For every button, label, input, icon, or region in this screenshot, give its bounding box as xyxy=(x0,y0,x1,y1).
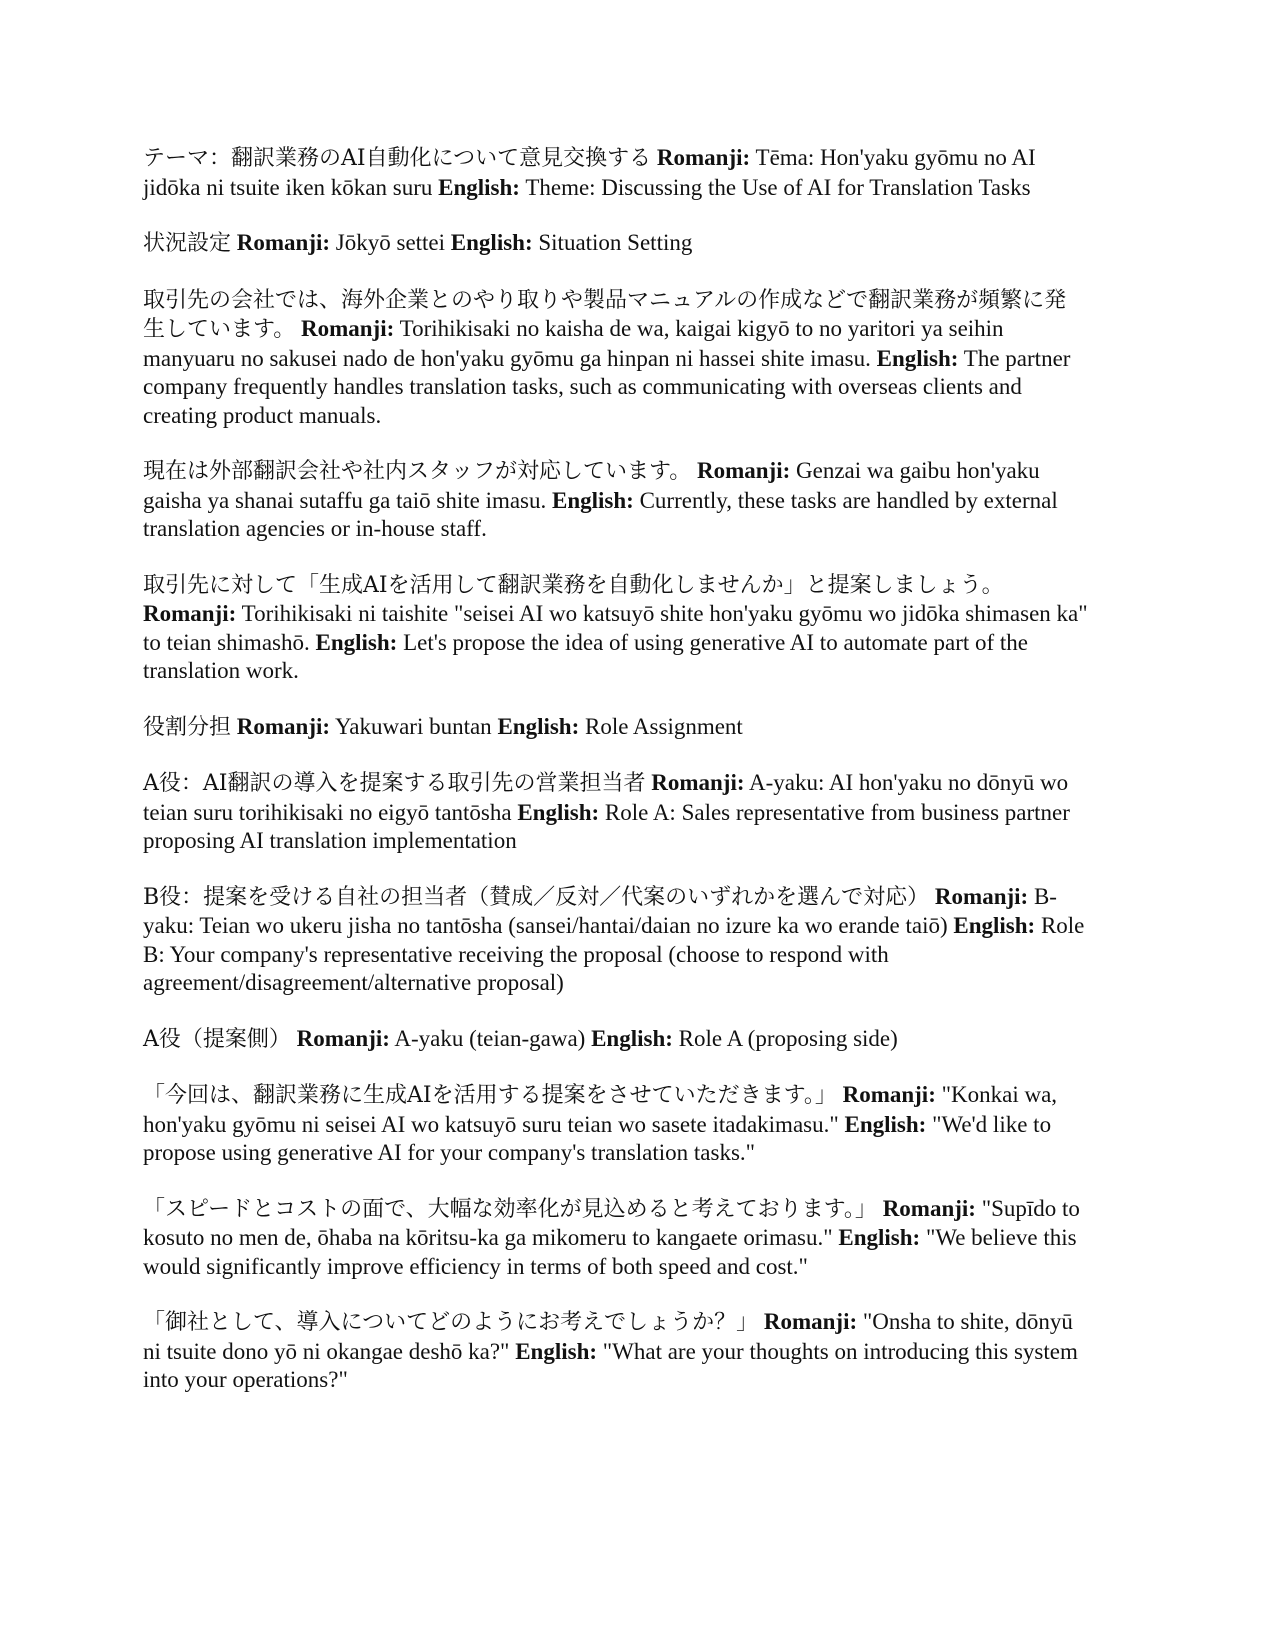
japanese-text: A役：AI翻訳の導入を提案する取引先の営業担当者 xyxy=(143,771,646,796)
romanji-text: Torihikisaki ni taishite "seisei AI wo katsuyō shite hon'yaku gyōmu wo jidōka shimasen ka" to teian shimashō. xyxy=(143,601,1088,655)
japanese-text: 取引先の会社では、海外企業とのやり取りや製品マニュアルの作成などで翻訳業務が頻繁に発生しています。 xyxy=(143,287,1067,342)
japanese-text: A役（提案側） xyxy=(143,1026,291,1052)
japanese-text: 現在は外部翻訳会社や社内スタッフが対応しています。 xyxy=(143,459,692,484)
romanji-text: Genzai wa gaibu hon'yaku gaisha ya shanai sutaffu ga taiō shite imasu. xyxy=(143,458,1040,513)
romanji-text: "Onsha to shite, dōnyū ni tsuite dono yō ni okangae deshō ka?" xyxy=(143,1309,1073,1364)
romanji-label: Romanji: xyxy=(236,713,331,739)
english-label: English: xyxy=(497,713,580,739)
romanji-text: B-yaku: Teian wo ukeru jisha no tantōsha (sansei/hantai/daian no izure ka wo erande taiō) xyxy=(143,883,1057,938)
romanji-label: Romanji: xyxy=(656,145,751,170)
english-text: Theme: Discussing the Use of AI for Translation Tasks xyxy=(525,174,1031,200)
romanji-label: Romanji: xyxy=(842,1082,936,1107)
japanese-text: 「今回は、翻訳業務に生成AIを活用する提案をさせていただきます。」 xyxy=(143,1083,837,1108)
english-label: English: xyxy=(876,345,959,371)
english-text: The partner company frequently handles translation tasks, such as communicating with overseas clients and creating product manuals. xyxy=(143,345,1071,428)
english-text: Situation Setting xyxy=(538,230,693,255)
romanji-text: "Konkai wa, hon'yaku gyōmu ni seisei AI wo katsuyō suru teian wo sasete itadakimasu." xyxy=(143,1082,1058,1137)
english-text: Currently, these tasks are handled by external translation agencies or in-house staff. xyxy=(143,487,1058,541)
paragraph-theme xyxy=(143,144,1088,202)
english-label: English: xyxy=(591,1025,673,1051)
english-text: Role Assignment xyxy=(585,713,743,739)
romanji-label: Romanji: xyxy=(301,316,395,341)
japanese-text: 「御社として、導入についてどのようにお考えでしょうか？」 xyxy=(143,1310,759,1335)
english-label: English: xyxy=(515,1338,598,1364)
english-label: English: xyxy=(838,1225,921,1250)
japanese-text: 「スピードとコストの面で、大幅な効率化が見込めると考えております。」 xyxy=(143,1196,877,1222)
english-text: Let's propose the idea of using generative AI to automate part of the translation work. xyxy=(143,629,1029,683)
paragraph-dialogue-3 xyxy=(143,1308,1088,1395)
english-label: English: xyxy=(450,230,533,255)
romanji-label: Romanji: xyxy=(143,601,237,626)
japanese-text: 状況設定 xyxy=(143,231,232,256)
japanese-text: 取引先に対して「生成AIを活用して翻訳業務を自動化しませんか」と提案しましょう。 xyxy=(143,572,1004,598)
english-text: "We'd like to propose using generative AI for your company's translation tasks." xyxy=(143,1111,1052,1165)
english-label: English: xyxy=(552,487,634,513)
paragraph-situation-3 xyxy=(143,571,1088,686)
romanji-label: Romanji: xyxy=(296,1025,390,1051)
japanese-text: 役割分担 xyxy=(143,714,232,740)
paragraph-dialogue-2 xyxy=(143,1195,1088,1282)
japanese-text: B役：提案を受ける自社の担当者（賛成／反対／代案のいずれかを選んで対応） xyxy=(143,884,930,910)
english-label: English: xyxy=(953,913,1036,938)
japanese-text: テーマ：翻訳業務のAI自動化について意見交換する xyxy=(143,146,652,171)
paragraph-dialogue-1 xyxy=(143,1081,1088,1168)
english-label: English: xyxy=(315,629,398,655)
paragraph-role-heading xyxy=(143,713,1088,743)
romanji-text: A-yaku (teian-gawa) xyxy=(394,1025,586,1051)
romanji-label: Romanji: xyxy=(236,230,331,255)
romanji-label: Romanji: xyxy=(882,1195,976,1221)
paragraph-role-a-side-heading xyxy=(143,1025,1088,1055)
paragraph-situation-heading xyxy=(143,229,1088,259)
romanji-text: Tēma: Hon'yaku gyōmu no AI jidōka ni tsuite iken kōkan suru xyxy=(143,145,1036,200)
english-text: "We believe this would significantly improve efficiency in terms of both speed and cost." xyxy=(143,1225,1077,1279)
paragraph-situation-1 xyxy=(143,286,1088,431)
english-label: English: xyxy=(438,174,520,200)
paragraph-role-b xyxy=(143,883,1088,998)
romanji-text: Yakuwari buntan xyxy=(334,713,492,739)
romanji-text: Torihikisaki no kaisha de wa, kaigai kigyō to no yaritori ya seihin manyuaru no sakusei nado de hon'yaku gyōmu ga hinpan ni hassei shite imasu. xyxy=(143,316,1004,371)
romanji-label: Romanji: xyxy=(697,458,791,483)
romanji-text: Jōkyō settei xyxy=(335,230,446,255)
english-text: "What are your thoughts on introducing this system into your operations?" xyxy=(143,1338,1078,1392)
romanji-text: A-yaku: AI hon'yaku no dōnyū wo teian suru torihikisaki no eigyō tantōsha xyxy=(143,770,1069,825)
english-label: English: xyxy=(517,799,600,825)
english-text: Role A: Sales representative from business partner proposing AI translation implementation xyxy=(143,799,1070,853)
romanji-label: Romanji: xyxy=(934,883,1029,909)
romanji-label: Romanji: xyxy=(651,770,745,795)
romanji-label: Romanji: xyxy=(763,1309,858,1334)
document-page xyxy=(143,144,1088,1422)
english-text: Role B: Your company's representative receiving the proposal (choose to respond with agreement/disagreement/alternative proposal) xyxy=(143,913,1085,995)
paragraph-role-a xyxy=(143,769,1088,856)
english-text: Role A (proposing side) xyxy=(678,1025,898,1051)
romanji-text: "Supīdo to kosuto no men de, ōhaba na kōritsu-ka ga mikomeru to kangaete orimasu." xyxy=(143,1195,1080,1250)
paragraph-situation-2 xyxy=(143,457,1088,544)
english-label: English: xyxy=(844,1111,927,1137)
